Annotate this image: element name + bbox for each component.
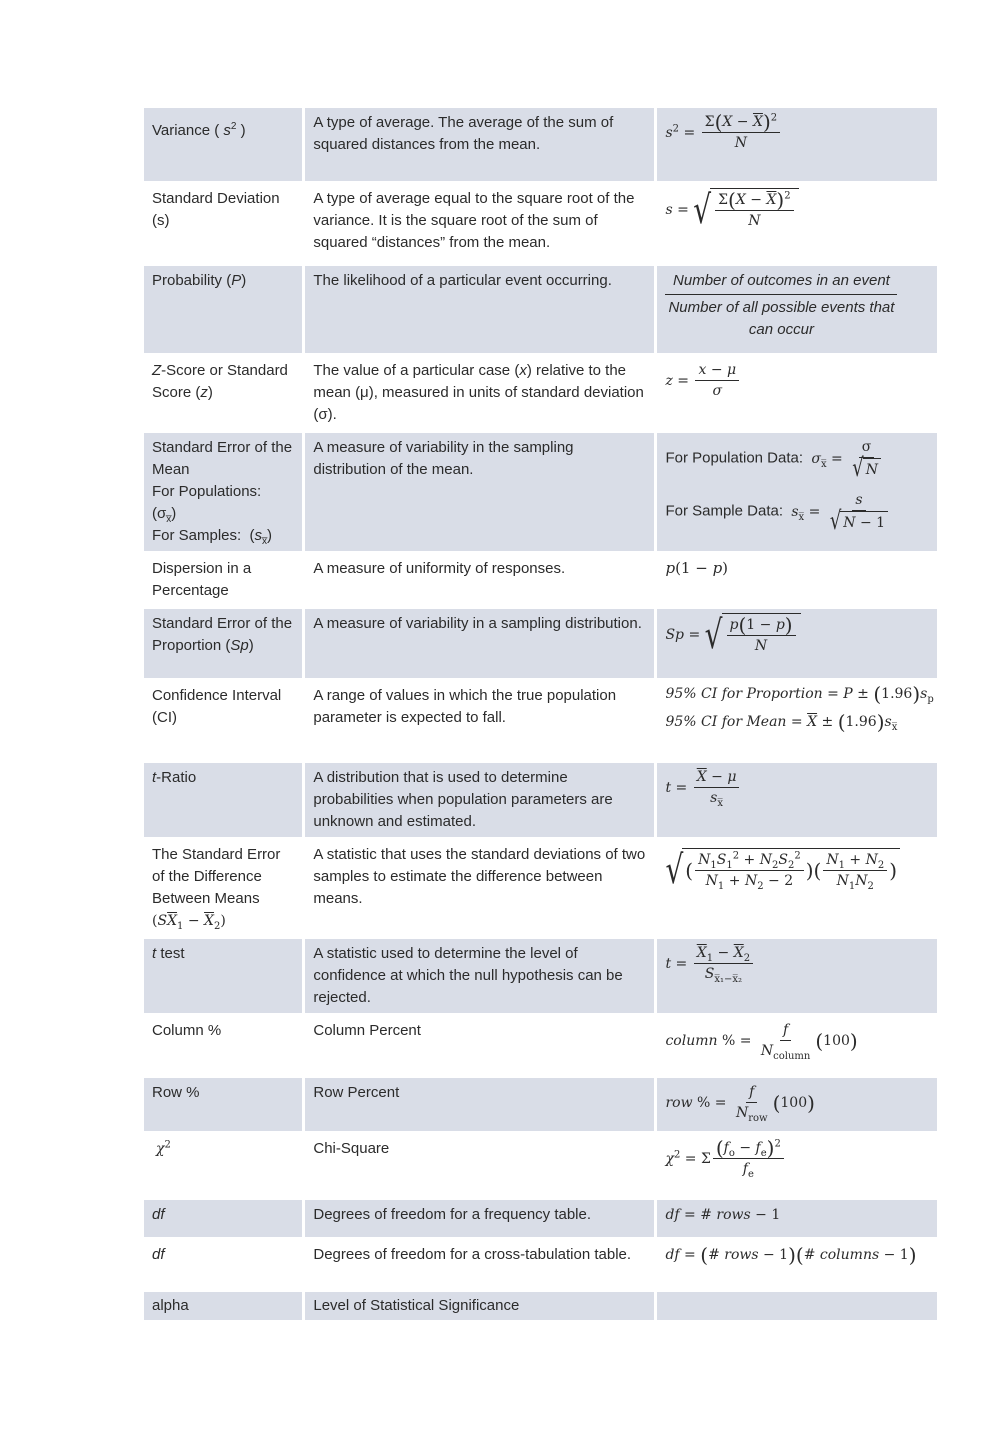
term-row-percent: Row % (144, 1078, 302, 1134)
table-row (144, 1292, 937, 1323)
def-standard-error-difference: A statistic that uses the standard deviations of two samples to estimate the difference between means. (302, 840, 654, 939)
term-df-frequency: df (144, 1200, 302, 1240)
def-dispersion: A measure of uniformity of responses. (302, 554, 654, 609)
table-row (144, 763, 937, 840)
table-row (144, 1200, 937, 1240)
formula-z-score: z = $\frac{x - \mu}{\sigma}$ (654, 356, 937, 433)
def-column-percent: Column Percent (302, 1016, 654, 1078)
term-confidence-interval: Confidence Interval (CI) (144, 681, 302, 763)
formula-alpha (654, 1292, 937, 1323)
def-row-percent: Row Percent (302, 1078, 654, 1134)
term-variance: Variance ( $s^2$ ) (144, 108, 302, 184)
sample-data-label: For Sample Data: (665, 502, 783, 520)
table-row (144, 939, 937, 1016)
formula-standard-error-proportion: Sp = √ $\frac{p(1 - p)}{N}$ (654, 609, 937, 681)
probability-denominator: Number of all possible events that can occur (668, 299, 895, 338)
formula-row-percent: row % = $\frac{f}{N_{row}}$ (100) (654, 1078, 937, 1134)
ci-factor-proportion: 1.96 (881, 686, 913, 702)
term-standard-error-mean: Standard Error of the Mean For Populations: $(\sigma_{x̅})$ For Samples: $(s_{x̅})$ (144, 433, 302, 554)
table-row (144, 1016, 937, 1078)
term-z-score: Z-Score or Standard Score (z) (144, 356, 302, 433)
table-row (144, 266, 937, 356)
def-standard-error-proportion: A measure of variability in a sampling distribution. (302, 609, 654, 681)
table-row (144, 1078, 937, 1134)
formula-standard-error-mean: For Population Data: $\sigma_{x̅}$ = σ √ N For Sample Data: $s_{x̅}$ = s √ N − 1 (654, 433, 937, 554)
table-row (144, 609, 937, 681)
term-df-crosstab: df (144, 1240, 302, 1292)
term-alpha: alpha (144, 1292, 302, 1323)
table-row (144, 184, 937, 266)
term-standard-error-proportion: Standard Error of the Proportion (Sp) (144, 609, 302, 681)
def-z-score: The value of a particular case (x) relative to the mean (μ), measured in units of standard deviation (σ). (302, 356, 654, 433)
term-standard-error-difference: The Standard Error of the Difference Between Means $(S\overline{X}_1 - \overline{X}_2)$ (144, 840, 302, 939)
formula-probability (654, 266, 937, 356)
formula-df-frequency: df = # rows − 1 (654, 1200, 937, 1240)
formula-standard-deviation: s = √ $\frac{\Sigma(X - \overline{X})^2}{N}$ (654, 184, 937, 266)
def-df-frequency: Degrees of freedom for a frequency table. (302, 1200, 654, 1240)
ci-factor-mean: 1.96 (845, 714, 877, 730)
term-t-test: t test (144, 939, 302, 1016)
table-row (144, 681, 937, 763)
def-variance: A type of average. The average of the sum of squared distances from the mean. (302, 108, 654, 184)
def-standard-error-mean: A measure of variability in the sampling distribution of the mean. (302, 433, 654, 554)
table-row (144, 1240, 937, 1292)
term-t-ratio: t-Ratio (144, 763, 302, 840)
term-dispersion: Dispersion in a Percentage (144, 554, 302, 609)
table-row (144, 433, 937, 554)
formula-dispersion: p(1 − p) (654, 554, 937, 609)
term-standard-deviation: Standard Deviation (s) (144, 184, 302, 266)
term-chi-square: $\chi^2$ (144, 1134, 302, 1200)
ci-mean-label: 95% CI for Mean (665, 714, 787, 730)
formula-column-percent: column % = $\frac{f}{N_{column}}$ (100) (654, 1016, 937, 1078)
formula-chi-square: $\chi^2 = \Sigma$ $\frac{(f_o - f_e)^2}{f_e}$ (654, 1134, 937, 1200)
formula-df-crosstab: df = (# rows − 1)(# columns − 1) (654, 1240, 937, 1292)
table-row (144, 840, 937, 939)
def-standard-deviation: A type of average equal to the square root of the variance. It is the square root of the sum of squared “distances” from the mean. (302, 184, 654, 266)
ci-proportion-label: 95% CI for Proportion (665, 686, 823, 702)
def-t-test: A statistic used to determine the level of confidence at which the null hypothesis can be rejected. (302, 939, 654, 1016)
def-df-crosstab: Degrees of freedom for a cross-tabulation table. (302, 1240, 654, 1292)
table-row (144, 108, 937, 184)
formula-variance: $s^2$ = $\frac{\Sigma(X - \overline{X})^2}{N}$ (654, 108, 937, 184)
term-column-percent: Column % (144, 1016, 302, 1078)
probability-numerator: Number of outcomes in an event (665, 270, 897, 295)
formula-confidence-interval: 95% CI for Proportion = $P \pm (1.96)s_p$ 95% CI for Mean = $\overline{X} \pm (1.96)s_{x̅}$ (654, 681, 937, 763)
formula-standard-error-difference: √ ( $\frac{N_1S_1^2 + N_2S_2^2}{N_1 + N_2 - 2}$ )( $\frac{N_1 + N_2}{N_1N_2}$ ) (654, 840, 937, 939)
table-row (144, 1134, 937, 1200)
population-data-label: For Population Data: (665, 449, 804, 467)
def-probability: The likelihood of a particular event occurring. (302, 266, 654, 356)
def-t-ratio: A distribution that is used to determine probabilities when population parameters are unknown and estimated. (302, 763, 654, 840)
formula-t-test: t = $\frac{\overline{X}_1 - \overline{X}_2}{S_{x̅_1-x̅_2}}$ (654, 939, 937, 1016)
table-row (144, 356, 937, 433)
table-row (144, 554, 937, 609)
def-chi-square: Chi-Square (302, 1134, 654, 1200)
statistics-formula-table (144, 108, 937, 1323)
def-confidence-interval: A range of values in which the true population parameter is expected to fall. (302, 681, 654, 763)
def-alpha: Level of Statistical Significance (302, 1292, 654, 1323)
term-probability: Probability (P) (144, 266, 302, 356)
formula-t-ratio: t = $\frac{\overline{X} - \mu}{s_{x̅}}$ (654, 763, 937, 840)
